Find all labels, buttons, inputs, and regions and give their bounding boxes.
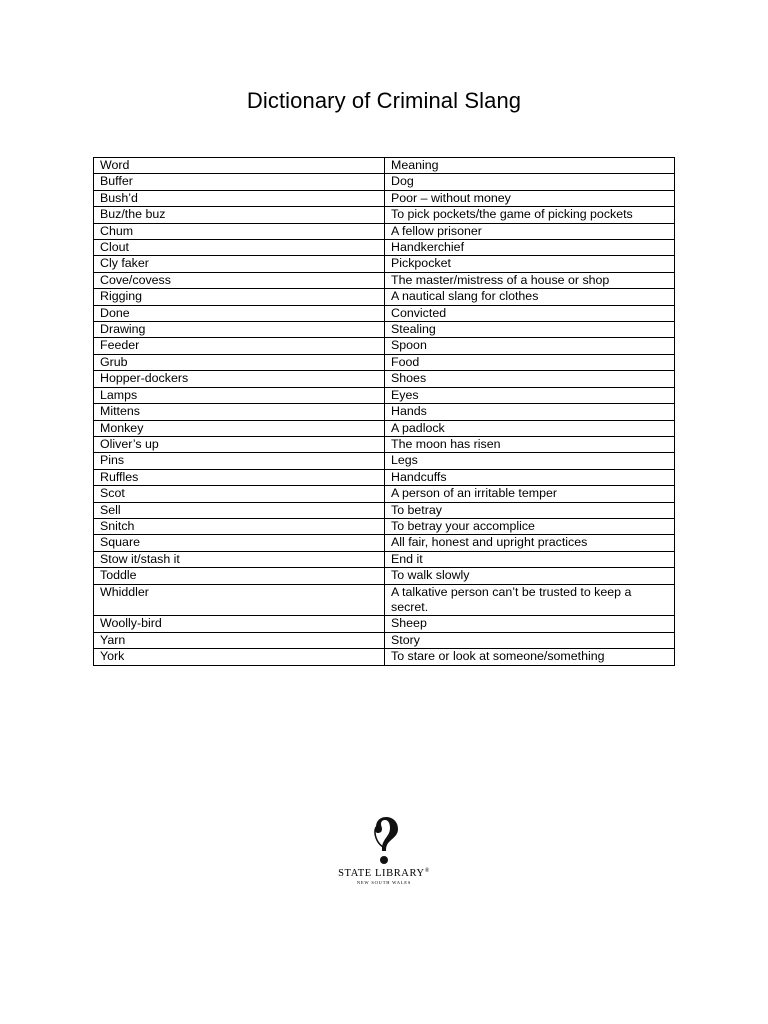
- table-row: [94, 420, 675, 436]
- table-row: [94, 518, 675, 534]
- word-cell: Woolly-bird: [94, 616, 385, 632]
- word-cell: Buffer: [94, 174, 385, 190]
- table-header-row: [94, 158, 675, 174]
- meaning-cell: Shoes: [385, 371, 675, 387]
- state-library-logo: [324, 816, 444, 885]
- table-row: [94, 371, 675, 387]
- table-row: [94, 256, 675, 272]
- table-row: [94, 354, 675, 370]
- meaning-cell: End it: [385, 551, 675, 567]
- word-cell: Oliver’s up: [94, 436, 385, 452]
- word-cell: Whiddler: [94, 584, 385, 616]
- table-row: [94, 436, 675, 452]
- logo-name: STATE LIBRARY®: [338, 868, 430, 879]
- meaning-cell: Convicted: [385, 305, 675, 321]
- logo-subtitle: NEW SOUTH WALES: [356, 880, 412, 885]
- meaning-cell: Sheep: [385, 616, 675, 632]
- meaning-cell: Handkerchief: [385, 240, 675, 256]
- table-row: [94, 469, 675, 485]
- meaning-cell: To stare or look at someone/something: [385, 649, 675, 665]
- meaning-cell: Dog: [385, 174, 675, 190]
- table-row: [94, 240, 675, 256]
- table-row: [94, 453, 675, 469]
- word-cell: York: [94, 649, 385, 665]
- table-row: [94, 338, 675, 354]
- meaning-cell: A nautical slang for clothes: [385, 289, 675, 305]
- table-row: [94, 649, 675, 665]
- table-row: [94, 305, 675, 321]
- table-row: [94, 207, 675, 223]
- question-mark-icon: [367, 816, 401, 866]
- meaning-cell: Food: [385, 354, 675, 370]
- word-cell: Toddle: [94, 568, 385, 584]
- table-row: [94, 632, 675, 648]
- meaning-cell: To betray your accomplice: [385, 518, 675, 534]
- meaning-cell: To betray: [385, 502, 675, 518]
- word-cell: Drawing: [94, 322, 385, 338]
- table-row: [94, 272, 675, 288]
- meaning-cell: Eyes: [385, 387, 675, 403]
- meaning-cell: A person of an irritable temper: [385, 486, 675, 502]
- word-cell: Rigging: [94, 289, 385, 305]
- word-cell: Monkey: [94, 420, 385, 436]
- table-row: [94, 568, 675, 584]
- table-row: [94, 584, 675, 616]
- meaning-cell: Stealing: [385, 322, 675, 338]
- meaning-cell: A fellow prisoner: [385, 223, 675, 239]
- word-cell: Pins: [94, 453, 385, 469]
- meaning-cell: The master/mistress of a house or shop: [385, 272, 675, 288]
- table-row: [94, 551, 675, 567]
- meaning-cell: Legs: [385, 453, 675, 469]
- word-cell: Cly faker: [94, 256, 385, 272]
- table-row: [94, 404, 675, 420]
- word-cell: Stow it/stash it: [94, 551, 385, 567]
- page-title: Dictionary of Criminal Slang: [246, 88, 522, 113]
- word-cell: Sell: [94, 502, 385, 518]
- meaning-cell: Story: [385, 632, 675, 648]
- word-cell: Chum: [94, 223, 385, 239]
- table-row: [94, 223, 675, 239]
- word-cell: Yarn: [94, 632, 385, 648]
- word-cell: Grub: [94, 354, 385, 370]
- word-cell: Done: [94, 305, 385, 321]
- table-row: [94, 289, 675, 305]
- table-row: [94, 616, 675, 632]
- word-cell: Hopper-dockers: [94, 371, 385, 387]
- meaning-cell: Hands: [385, 404, 675, 420]
- table-row: [94, 387, 675, 403]
- word-cell: Cove/covess: [94, 272, 385, 288]
- word-cell: Snitch: [94, 518, 385, 534]
- word-cell: Bush’d: [94, 190, 385, 206]
- word-cell: Feeder: [94, 338, 385, 354]
- meaning-cell: A padlock: [385, 420, 675, 436]
- meaning-cell: The moon has risen: [385, 436, 675, 452]
- word-cell: Buz/the buz: [94, 207, 385, 223]
- table-row: [94, 322, 675, 338]
- table-row: [94, 190, 675, 206]
- meaning-cell: Poor – without money: [385, 190, 675, 206]
- word-cell: Lamps: [94, 387, 385, 403]
- table-row: [94, 502, 675, 518]
- header-word: Word: [94, 158, 385, 174]
- table-row: [94, 535, 675, 551]
- word-cell: Mittens: [94, 404, 385, 420]
- meaning-cell: Spoon: [385, 338, 675, 354]
- table-row: [94, 174, 675, 190]
- meaning-cell: All fair, honest and upright practices: [385, 535, 675, 551]
- meaning-cell: To pick pockets/the game of picking pockets: [385, 207, 675, 223]
- meaning-cell: To walk slowly: [385, 568, 675, 584]
- word-cell: Ruffles: [94, 469, 385, 485]
- slang-table: [93, 157, 675, 666]
- meaning-cell: A talkative person can’t be trusted to keep a secret.: [385, 584, 675, 616]
- meaning-cell: Handcuffs: [385, 469, 675, 485]
- table-row: [94, 486, 675, 502]
- meaning-cell: Pickpocket: [385, 256, 675, 272]
- word-cell: Scot: [94, 486, 385, 502]
- header-meaning: Meaning: [385, 158, 675, 174]
- word-cell: Square: [94, 535, 385, 551]
- word-cell: Clout: [94, 240, 385, 256]
